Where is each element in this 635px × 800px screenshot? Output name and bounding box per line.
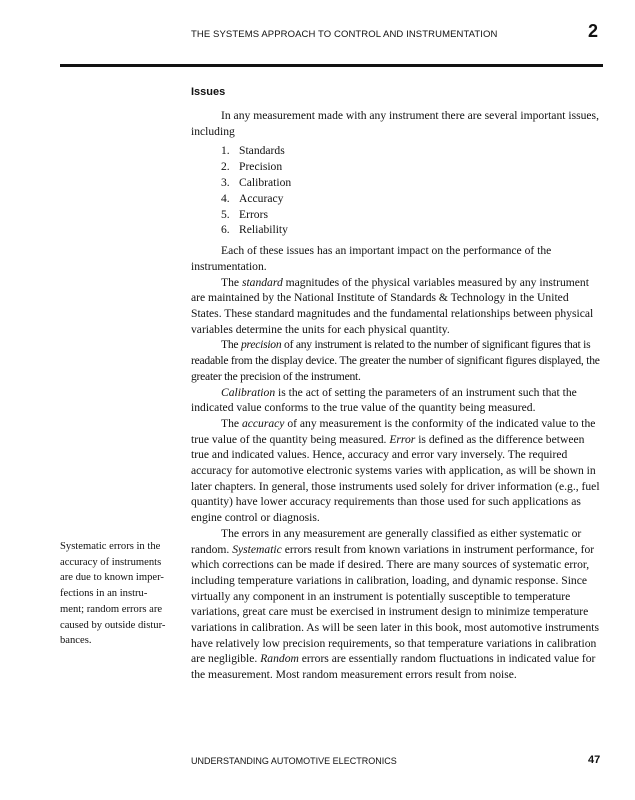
issues-list: [191, 143, 600, 238]
impact-paragraph: Each of these issues has an important impact on the performance of the instrumentation.: [191, 244, 552, 273]
margin-note: [60, 539, 180, 649]
list-item: 2. Precision: [221, 160, 283, 174]
section-heading: Issues: [191, 86, 226, 98]
list-item: 5. Errors: [221, 207, 268, 221]
list-item: 6. Reliability: [221, 223, 288, 237]
standard-paragraph: The standard magnitudes of the physical variables measured by any instrument are maintained by the National Institute of Standards & Technology in the United States. These standard magnitudes and the fundamental relationships between physical variables determine the units for each physical quantity.: [191, 275, 594, 336]
errors-paragraph: The errors in any measurement are generally classified as either systematic or random. Systematic errors result from known variations in instrument performance, for which corrections can be made if desired. There are many sources of systematic error, including temperature variations in calibration, loading, and dynamic response. Since virtually any component in an instrument is potentially susceptible to temperature variations, great care must be exercised in instrument design to minimize temperature variations in calibration. As will be seen later in this book, most automotive instruments have relatively low precision requirements, so that temperature variations in calibration are negligible. Random errors are essentially random fluctuations in indicated value for the measurement. Most random measurement errors result from noise.: [191, 526, 599, 682]
margin-note-line: accuracy of instruments: [60, 556, 162, 568]
list-item: 3. Calibration: [221, 176, 292, 189]
intro-paragraph: In any measurement made with any instrument there are several important issues, including: [191, 109, 599, 138]
accuracy-paragraph: The accuracy of any measurement is the conformity of the indicated value to the true value of the quantity being measured. Error is defined as the difference between true and indicated values. Hence, accuracy and error vary inversely. The required accuracy for automotive electronic systems varies with application, as will be shown in later chapters. In general, those instruments used solely for driver information (e.g., fuel quantity) have lower accuracy requirements than those used for such applications as engine control or diagnosis.: [191, 416, 600, 525]
header-rule: [60, 64, 603, 67]
margin-note-line: fections in an instru-: [60, 588, 148, 600]
precision-paragraph: The precision of any instrument is related to the number of significant figures that is readable from the display device. The greater the number of significant figures displayed, the greater the precision of the instrument.: [191, 338, 600, 383]
chapter-number: 2: [588, 21, 599, 41]
list-item: 1. Standards: [221, 144, 285, 158]
running-header-title: THE SYSTEMS APPROACH TO CONTROL AND INSTRUMENTATION: [191, 29, 498, 40]
margin-note-line: ment; random errors are: [60, 603, 163, 615]
margin-note-line: are due to known imper-: [60, 572, 164, 584]
margin-note-line: bances.: [60, 635, 92, 647]
page-number: 47: [588, 754, 601, 766]
margin-note-line: caused by outside distur-: [60, 619, 166, 631]
margin-note-line: Systematic errors in the: [60, 541, 161, 552]
list-item: 4. Accuracy: [221, 191, 284, 205]
running-footer-title: UNDERSTANDING AUTOMOTIVE ELECTRONICS: [191, 756, 397, 766]
calibration-paragraph: Calibration is the act of setting the parameters of an instrument such that the indicated value conforms to the true value of the quantity being measured.: [191, 385, 577, 415]
body-text: [191, 108, 600, 683]
